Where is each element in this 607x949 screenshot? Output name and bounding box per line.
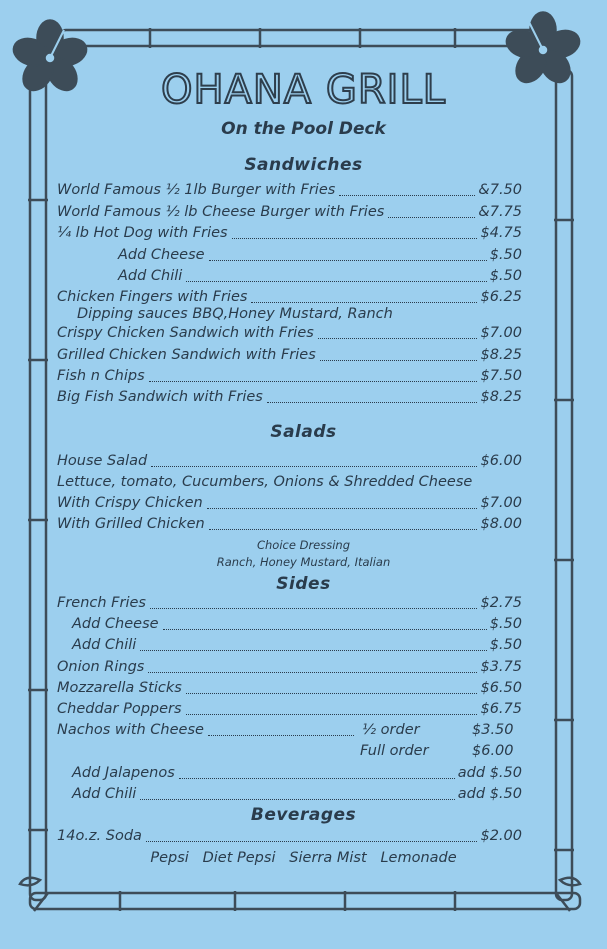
item-name: Add Cheese xyxy=(118,247,205,263)
leader-dots xyxy=(388,217,475,218)
item-price: $8.00 xyxy=(480,516,522,532)
leader-dots xyxy=(320,360,478,361)
menu-item xyxy=(72,763,522,784)
menu-item xyxy=(57,323,522,344)
dipping-sauce-note: Dipping sauces BBQ,Honey Mustard, Ranch xyxy=(77,306,393,322)
leader-dots xyxy=(146,841,478,842)
dressing-options: Ranch, Honey Mustard, Italian xyxy=(216,555,391,569)
leader-dots xyxy=(339,195,475,196)
full-order-price: $6.00 xyxy=(472,743,514,759)
item-name: Add Chili xyxy=(72,637,137,653)
menu-title: OHANA GRILL xyxy=(160,67,447,113)
item-name: Nachos with Cheese xyxy=(57,722,204,738)
section-heading-salads: Salads xyxy=(270,422,337,442)
item-name: Add Cheese xyxy=(72,616,159,632)
item-name: Fish n Chips xyxy=(57,368,145,384)
item-price: $.50 xyxy=(489,247,522,263)
item-name: Grilled Chicken Sandwich with Fries xyxy=(57,347,316,363)
dressing-label: Choice Dressing xyxy=(256,538,351,552)
item-name: World Famous ½ 1lb Burger with Fries xyxy=(57,182,336,198)
leader-dots xyxy=(140,650,486,651)
item-price: $7.00 xyxy=(480,495,522,511)
item-price: add $.50 xyxy=(457,786,522,802)
leader-dots xyxy=(186,693,478,694)
item-price: $6.00 xyxy=(480,453,522,469)
section-heading-beverages: Beverages xyxy=(250,805,357,825)
menu-item xyxy=(57,223,522,244)
menu-item xyxy=(57,451,522,472)
menu-item xyxy=(72,635,522,656)
item-name: ¼ lb Hot Dog with Fries xyxy=(57,225,228,241)
menu-item xyxy=(57,826,522,847)
item-price: $7.50 xyxy=(480,368,522,384)
leader-dots xyxy=(186,714,478,715)
menu-item xyxy=(57,287,522,308)
item-name: Big Fish Sandwich with Fries xyxy=(57,389,263,405)
leader-dots xyxy=(208,735,354,736)
item-price: $.50 xyxy=(489,637,522,653)
item-name: With Grilled Chicken xyxy=(57,516,205,532)
item-price: $6.50 xyxy=(480,680,522,696)
leader-dots xyxy=(207,508,478,509)
item-price: $6.25 xyxy=(480,289,522,305)
item-name: With Crispy Chicken xyxy=(57,495,203,511)
leader-dots xyxy=(163,629,487,630)
item-price: add $.50 xyxy=(457,765,522,781)
item-price: $6.75 xyxy=(480,701,522,717)
menu-item xyxy=(57,202,522,223)
menu-item xyxy=(57,514,522,535)
leader-dots xyxy=(209,529,478,530)
item-name: Add Chili xyxy=(118,268,183,284)
leader-dots xyxy=(209,260,487,261)
item-name: World Famous ½ lb Cheese Burger with Fries xyxy=(57,204,385,220)
menu-item xyxy=(57,366,522,387)
item-price: $8.25 xyxy=(480,389,522,405)
item-price: $2.00 xyxy=(480,828,522,844)
item-name: Crispy Chicken Sandwich with Fries xyxy=(57,325,314,341)
leader-dots xyxy=(251,302,477,303)
menu-item xyxy=(57,345,522,366)
item-name: French Fries xyxy=(57,595,146,611)
item-price: $8.25 xyxy=(480,347,522,363)
menu-item xyxy=(72,614,522,635)
menu-item xyxy=(57,593,522,614)
item-name: Onion Rings xyxy=(57,659,145,675)
item-price: $4.75 xyxy=(480,225,522,241)
leader-dots xyxy=(148,672,477,673)
menu-subtitle: On the Pool Deck xyxy=(221,119,386,139)
half-order-label: ½ order xyxy=(362,722,420,738)
item-name: Add Jalapenos xyxy=(72,765,175,781)
leader-dots xyxy=(318,338,478,339)
menu-item xyxy=(57,493,522,514)
item-price: &7.50 xyxy=(478,182,522,198)
salad-description: Lettuce, tomato, Cucumbers, Onions & Shredded Cheese xyxy=(57,474,473,490)
leader-dots xyxy=(179,778,455,779)
leader-dots xyxy=(232,238,478,239)
leader-dots xyxy=(150,608,477,609)
leader-dots xyxy=(149,381,478,382)
soda-options: Pepsi Diet Pepsi Sierra Mist Lemonade xyxy=(150,850,457,866)
leader-dots xyxy=(267,402,478,403)
menu-item xyxy=(57,720,357,741)
item-price: $2.75 xyxy=(480,595,522,611)
leader-dots xyxy=(140,799,454,800)
item-name: House Salad xyxy=(57,453,148,469)
full-order-label: Full order xyxy=(360,743,429,759)
item-name: Mozzarella Sticks xyxy=(57,680,182,696)
section-heading-sides: Sides xyxy=(276,574,331,594)
half-order-price: $3.50 xyxy=(472,722,514,738)
item-name: Add Chili xyxy=(72,786,137,802)
menu-item xyxy=(72,784,522,805)
item-price: $.50 xyxy=(489,268,522,284)
leader-dots xyxy=(151,466,477,467)
menu-item xyxy=(57,657,522,678)
item-price: $7.00 xyxy=(480,325,522,341)
menu-item xyxy=(57,699,522,720)
menu-item xyxy=(57,180,522,201)
item-name: Chicken Fingers with Fries xyxy=(57,289,248,305)
item-name: 14o.z. Soda xyxy=(57,828,142,844)
leader-dots xyxy=(186,281,486,282)
item-price: $3.75 xyxy=(480,659,522,675)
item-price: $.50 xyxy=(489,616,522,632)
menu-item xyxy=(57,387,522,408)
menu-item xyxy=(118,245,522,266)
item-name: Cheddar Poppers xyxy=(57,701,182,717)
menu-item xyxy=(118,266,522,287)
section-heading-sandwiches: Sandwiches xyxy=(244,155,363,175)
item-price: &7.75 xyxy=(478,204,522,220)
menu-item xyxy=(57,678,522,699)
